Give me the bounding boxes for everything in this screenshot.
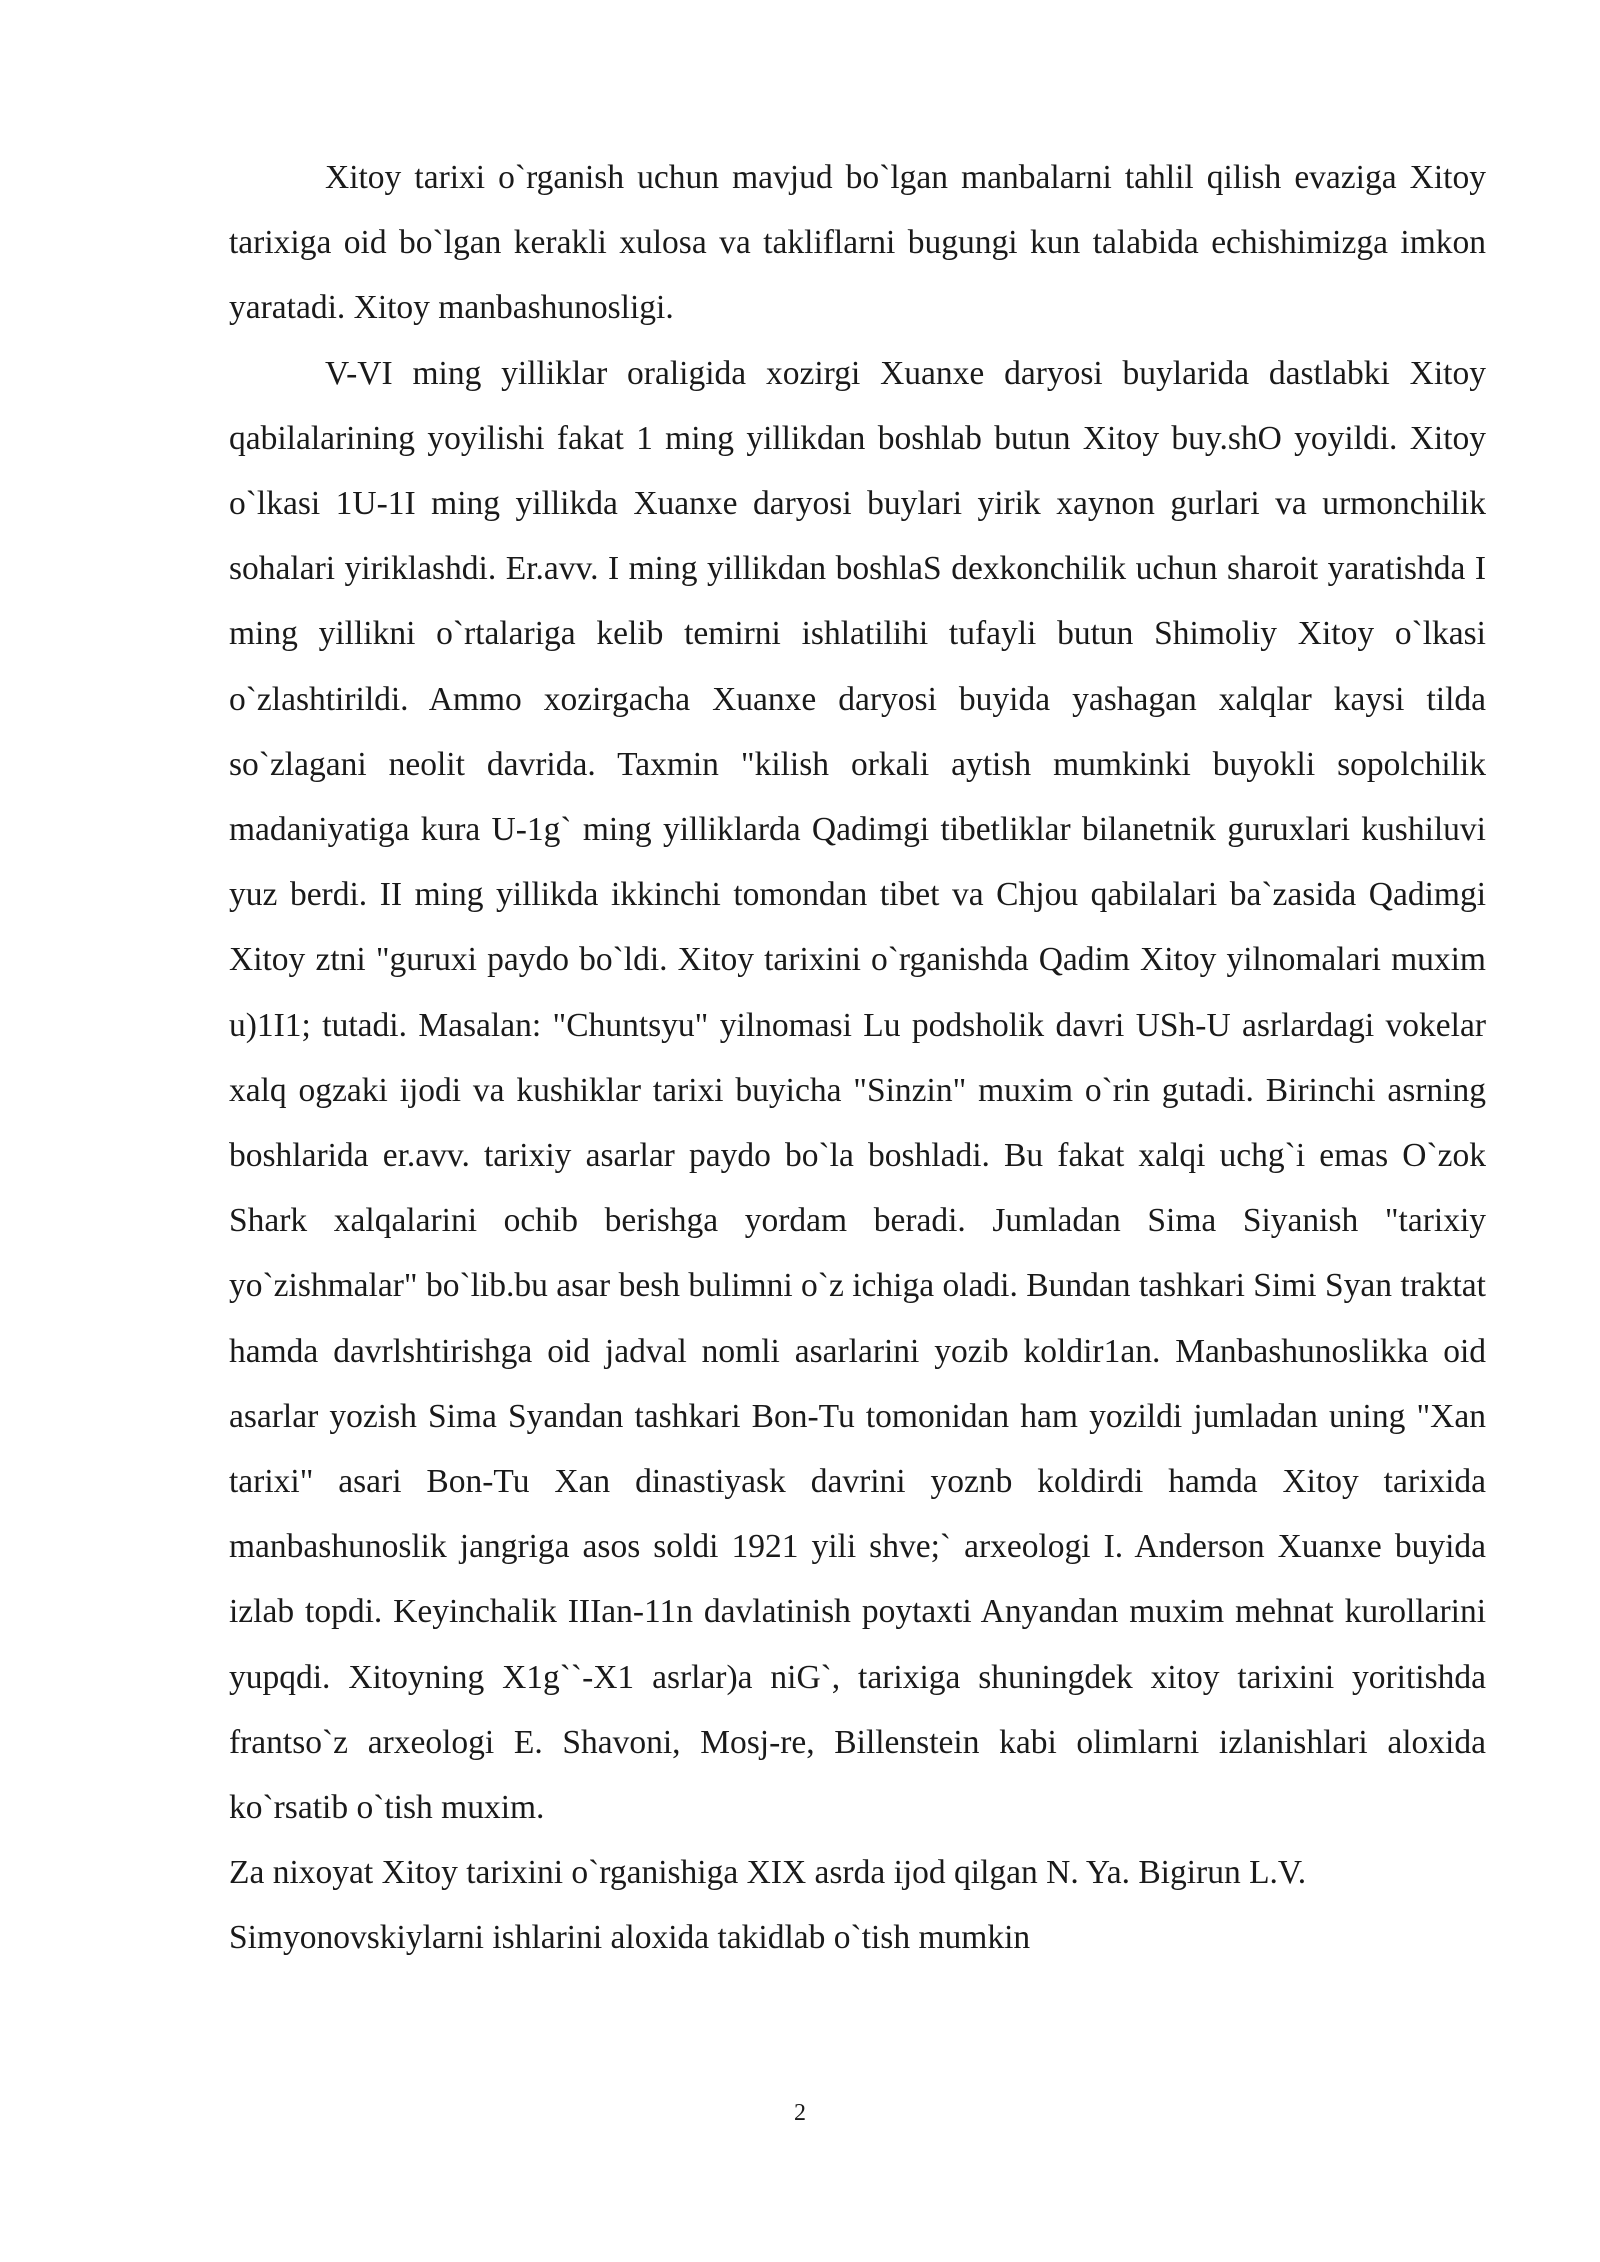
page-number: 2 [794, 2100, 806, 2126]
paragraph-main: V-VI ming yilliklar oraligida xozirgi Xuanxe daryosi buylarida dastlabki Xitoy qabilalarining yoyilishi fakat 1 ming yillikdan boshlab butun Xitoy buy.shO yoyildi. Xitoy o`lkasi 1U-1I ming yillikda Xuanxe daryosi buylari yirik xaynon gurlari va urmonchilik sohalari yiriklashdi. Er.avv. I ming yillikdan boshlaS dexkonchilik uchun sharoit yaratishda I ming yillikni o`rtalariga kelib temirni ishlatilihi tufayli butun Shimoliy Xitoy o`lkasi o`zlashtirildi. Ammo xozirgacha Xuanxe daryosi buyida yashagan xalqlar kaysi tilda so`zlagani neolit davrida. Taxmin "kilish orkali aytish mumkinki buyokli sopolchilik madaniyatiga kura U-1g` ming yilliklarda Qadimgi tibetliklar bilanetnik guruxlari kushiluvi yuz berdi. II ming yillikda ikkinchi tomondan tibet va Chjou qabilalari ba`zasida Qadimgi Xitoy ztni "guruxi paydo bo`ldi. Xitoy tarixini o`rganishda Qadim Xitoy yilnomalari muxim u)1I1; tutadi. Masalan: "Chuntsyu" yilnomasi Lu podsholik davri USh-U asrlardagi vokelar xalq ogzaki ijodi va kushiklar tarixi buyicha "Sinzin" muxim o`rin gutadi. Birinchi asrning boshlarida er.avv. tarixiy asarlar paydo bo`la boshladi. Bu fakat xalqi uchg`i emas O`zok Shark xalqalarini ochib berishga yordam beradi. Jumladan Sima Siyanish "tarixiy yo`zishmalar" bo`lib.bu asar besh bulimni o`z ichiga oladi. Bundan tashkari Simi Syan traktat hamda davrlshtirishga oid jadval nomli asarlarini yozib koldir1an. Manbashunoslikka oid asarlar yozish Sima Syandan tashkari Bon-Tu tomonidan ham yozildi jumladan uning "Xan tarixi" asari Bon-Tu Xan dinastiyask davrini yoznb koldirdi hamda Xitoy tarixida manbashunoslik jangriga asos soldi 1921 yili shve;` arxeologi I. Anderson Xuanxe buyida izlab topdi. Keyinchalik IIIan-11n davlatinish poytaxti Anyandan muxim mehnat kurollarini yupqdi. Xitoyning X1g``-X1 asrlar)a niG`, tarixiga shuningdek xitoy tarixini yoritishda frantso`z arxeologi E. Shavoni, Mosj-re, Billenstein kabi olimlarni izlanishlari aloxida ko`rsatib o`tish muxim. [229, 354, 1486, 1827]
paragraph-intro: Xitoy tarixi o`rganish uchun mavjud bo`lgan manbalarni tahlil qilish evaziga Xitoy tarixiga oid bo`lgan kerakli xulosa va takliflarni bugungi kun talabida echishimizga imkon yaratadi. Xitoy manbashunosligi. [229, 159, 1486, 327]
paragraph-closing: Za nixoyat Xitoy tarixini o`rganishiga XIX asrda ijod qilgan N. Ya. Bigirun L.V. Simyonovskiylarni ishlarini aloxida takidlab o`tish mumkin [229, 1854, 1307, 1957]
body-text [229, 145, 1486, 1971]
